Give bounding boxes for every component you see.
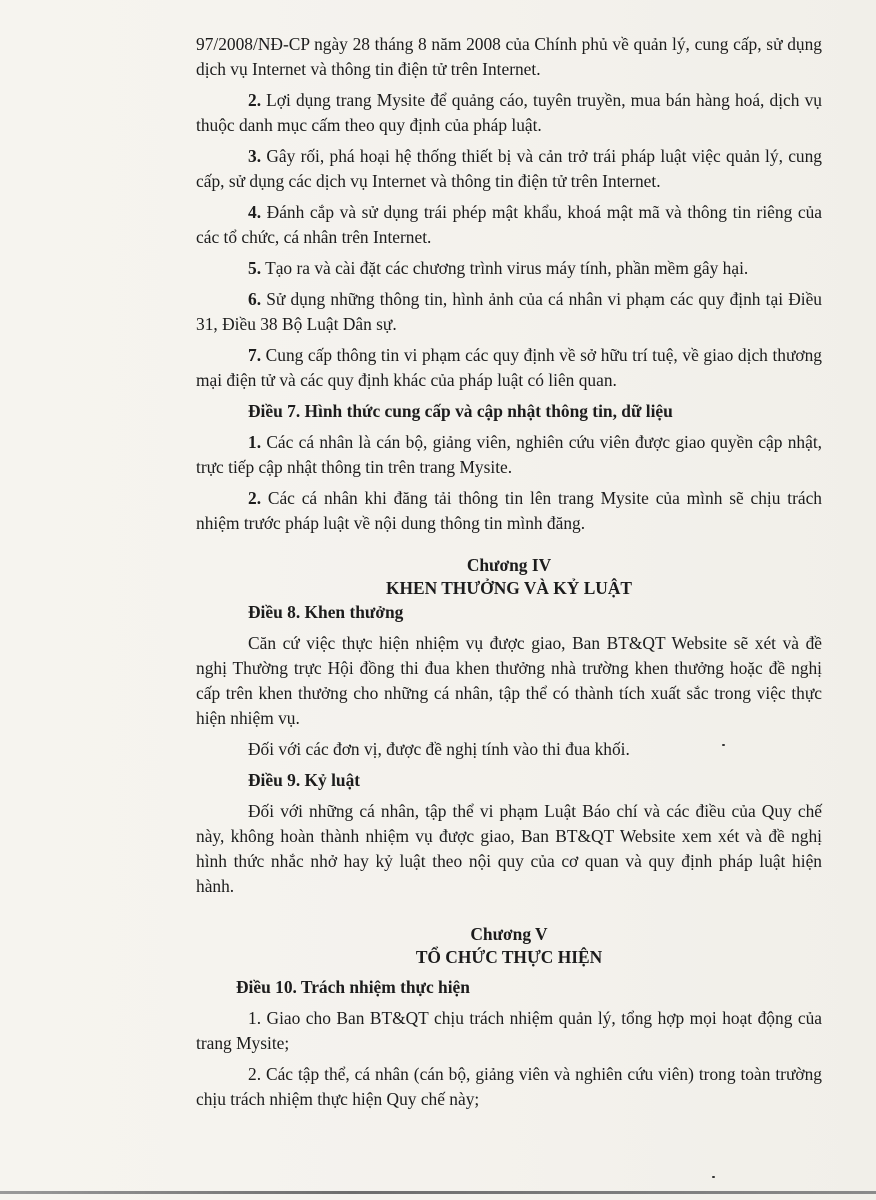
chapter-5-label: Chương V bbox=[470, 924, 548, 944]
chapter-4-title: KHEN THƯỞNG VÀ KỶ LUẬT bbox=[385, 578, 633, 598]
list-item: 1. Các cá nhân là cán bộ, giảng viên, nghiên cứu viên được giao quyền cập nhật, trực tiếp cập nhật thông tin trên trang Mysite. bbox=[196, 432, 822, 477]
chapter-5-title: TỔ CHỨC THỰC HIỆN bbox=[415, 947, 603, 967]
list-item: 5. Tạo ra và cài đặt các chương trình virus máy tính, phần mềm gây hại. bbox=[248, 258, 749, 278]
article-9-paragraph: Đối với những cá nhân, tập thể vi phạm Luật Báo chí và các điều của Quy chế này, không hoàn thành nhiệm vụ được giao, Ban BT&QT Website xem xét và đề nghị hình thức nhắc nhở hay kỷ luật theo nội quy của cơ quan và quy định pháp luật hiện hành. bbox=[196, 801, 822, 896]
article-10-heading: Điều 10. Trách nhiệm thực hiện bbox=[236, 977, 470, 997]
article-7-heading: Điều 7. Hình thức cung cấp và cập nhật thông tin, dữ liệu bbox=[248, 401, 673, 421]
list-item: 6. Sử dụng những thông tin, hình ảnh của cá nhân vi phạm các quy định tại Điều 31, Điều 38 Bộ Luật Dân sự. bbox=[196, 289, 822, 334]
page-bottom-edge bbox=[0, 1191, 876, 1194]
chapter-4-label: Chương IV bbox=[466, 555, 552, 575]
paragraph-intro: 97/2008/NĐ-CP ngày 28 tháng 8 năm 2008 của Chính phủ về quản lý, cung cấp, sử dụng dịch vụ Internet và thông tin điện tử trên Internet. bbox=[196, 34, 822, 79]
list-item: 4. Đánh cắp và sử dụng trái phép mật khẩu, khoá mật mã và thông tin riêng của các tổ chức, cá nhân trên Internet. bbox=[196, 202, 822, 247]
list-item: 3. Gây rối, phá hoại hệ thống thiết bị và cản trở trái pháp luật việc quản lý, cung cấp, sử dụng các dịch vụ Internet và thông tin điện tử trên Internet. bbox=[196, 146, 822, 191]
list-item: 2. Các cá nhân khi đăng tải thông tin lên trang Mysite của mình sẽ chịu trách nhiệm trước pháp luật về nội dung thông tin mình đăng. bbox=[196, 488, 822, 533]
scan-speck bbox=[712, 1176, 715, 1178]
article-9-heading: Điều 9. Kỷ luật bbox=[248, 770, 361, 790]
article-8-paragraph: Đối với các đơn vị, được đề nghị tính vào thi đua khối. bbox=[248, 739, 630, 759]
list-item: 2. Các tập thể, cá nhân (cán bộ, giảng viên và nghiên cứu viên) trong toàn trường chịu trách nhiệm thực hiện Quy chế này; bbox=[196, 1064, 822, 1109]
list-item: 7. Cung cấp thông tin vi phạm các quy định về sở hữu trí tuệ, về giao dịch thương mại điện tử và các quy định khác của pháp luật có liên quan. bbox=[196, 345, 822, 390]
article-8-heading: Điều 8. Khen thưởng bbox=[248, 602, 404, 622]
article-8-paragraph: Căn cứ việc thực hiện nhiệm vụ được giao, Ban BT&QT Website sẽ xét và đề nghị Thường trực Hội đồng thi đua khen thưởng nhà trường khen thưởng hoặc đề nghị cấp trên khen thưởng cho những cá nhân, tập thể có thành tích xuất sắc trong việc thực hiện nhiệm vụ. bbox=[196, 633, 822, 728]
document-body bbox=[196, 32, 822, 1112]
list-item: 1. Giao cho Ban BT&QT chịu trách nhiệm quản lý, tổng hợp mọi hoạt động của trang Mysite; bbox=[196, 1008, 822, 1053]
list-item: 2. Lợi dụng trang Mysite để quảng cáo, tuyên truyền, mua bán hàng hoá, dịch vụ thuộc danh mục cấm theo quy định của pháp luật. bbox=[196, 90, 822, 135]
scan-speck bbox=[722, 744, 725, 746]
